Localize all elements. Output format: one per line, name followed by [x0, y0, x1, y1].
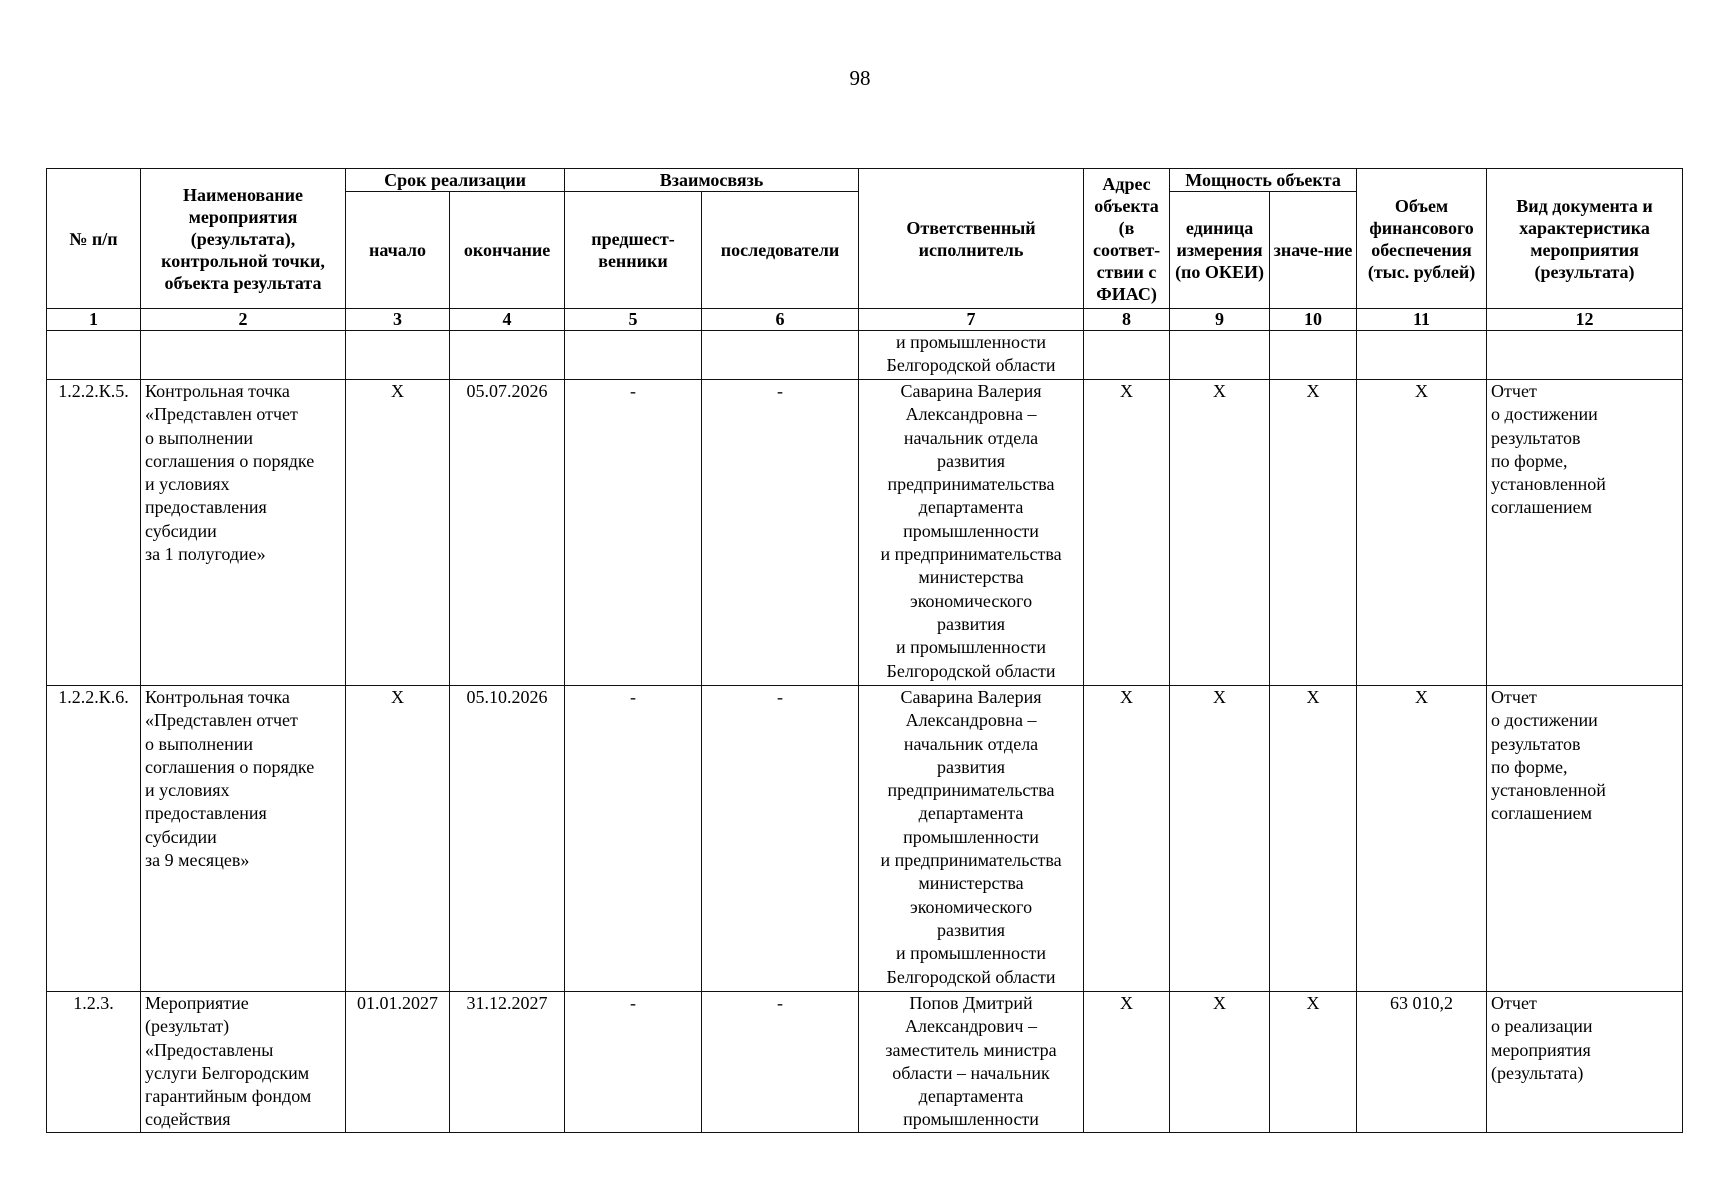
- row-finance: 63 010,2: [1357, 992, 1487, 1133]
- table-body: [47, 331, 1683, 1133]
- row-number: 1.2.2.К.6.: [47, 686, 141, 992]
- row-predecessors: -: [565, 992, 702, 1133]
- header-address: Адрес объекта (в соответ-ствии с ФИАС): [1084, 169, 1170, 309]
- row-predecessors: [565, 331, 702, 380]
- column-number: 11: [1357, 309, 1487, 331]
- page-number: 98: [849, 66, 871, 90]
- row-successors: -: [702, 686, 859, 992]
- row-predecessors: -: [565, 380, 702, 686]
- table-row: [47, 992, 1683, 1133]
- header-unit: единица измерения (по ОКЕИ): [1170, 192, 1270, 309]
- row-predecessors: -: [565, 686, 702, 992]
- table-row: [47, 686, 1683, 992]
- row-document: Отчет о достижении результатов по форме, установленной соглашением: [1487, 380, 1683, 686]
- row-end: [450, 331, 565, 380]
- header-value: значе-ние: [1270, 192, 1357, 309]
- row-document: Отчет о реализации мероприятия (результата): [1487, 992, 1683, 1133]
- row-successors: -: [702, 380, 859, 686]
- row-unit: X: [1170, 992, 1270, 1133]
- row-start: X: [346, 380, 450, 686]
- table-header: [47, 169, 1683, 331]
- header-group-link: Взаимосвязь: [565, 169, 859, 192]
- header-num: № п/п: [47, 169, 141, 309]
- header-successors: последователи: [702, 192, 859, 309]
- row-responsible: Саварина Валерия Александровна – начальник отдела развития предпринимательства департамента промышленности и предпринимательства министерства экономического развития и промышленности Белгородской области: [859, 380, 1084, 686]
- column-number: 5: [565, 309, 702, 331]
- row-unit: [1170, 331, 1270, 380]
- row-name: [141, 331, 346, 380]
- column-number: 7: [859, 309, 1084, 331]
- row-finance: X: [1357, 380, 1487, 686]
- column-number: 9: [1170, 309, 1270, 331]
- header-document: Вид документа и характеристика мероприятия (результата): [1487, 169, 1683, 309]
- column-number: 3: [346, 309, 450, 331]
- row-number: 1.2.2.К.5.: [47, 380, 141, 686]
- row-unit: X: [1170, 380, 1270, 686]
- header-name: Наименование мероприятия (результата), контрольной точки, объекта результата: [141, 169, 346, 309]
- table-row: [47, 331, 1683, 380]
- row-number: 1.2.3.: [47, 992, 141, 1133]
- column-number: 2: [141, 309, 346, 331]
- header-end: окончание: [450, 192, 565, 309]
- row-address: X: [1084, 686, 1170, 992]
- row-responsible: Саварина Валерия Александровна – начальник отдела развития предпринимательства департамента промышленности и предпринимательства министерства экономического развития и промышленности Белгородской области: [859, 686, 1084, 992]
- row-value: X: [1270, 992, 1357, 1133]
- row-unit: X: [1170, 686, 1270, 992]
- row-name: Мероприятие (результат) «Предоставлены услуги Белгородским гарантийным фондом содействия: [141, 992, 346, 1133]
- row-name: Контрольная точка «Представлен отчет о выполнении соглашения о порядке и условиях предоставления субсидии за 1 полугодие»: [141, 380, 346, 686]
- column-number: 1: [47, 309, 141, 331]
- row-start: X: [346, 686, 450, 992]
- row-end: 05.10.2026: [450, 686, 565, 992]
- row-number: [47, 331, 141, 380]
- row-end: 05.07.2026: [450, 380, 565, 686]
- column-number: 12: [1487, 309, 1683, 331]
- row-document: [1487, 331, 1683, 380]
- column-number: 6: [702, 309, 859, 331]
- row-successors: -: [702, 992, 859, 1133]
- row-address: X: [1084, 992, 1170, 1133]
- header-start: начало: [346, 192, 450, 309]
- row-responsible: Попов Дмитрий Александрович – заместитель министра области – начальник департамента промышленности: [859, 992, 1084, 1133]
- header-finance: Объем финансового обеспечения (тыс. рублей): [1357, 169, 1487, 309]
- row-value: [1270, 331, 1357, 380]
- table-row: [47, 380, 1683, 686]
- activity-plan-table: [46, 168, 1683, 1133]
- header-predecessors: предшест-венники: [565, 192, 702, 309]
- column-numbers-row: [47, 309, 1683, 331]
- row-finance: X: [1357, 686, 1487, 992]
- row-start: [346, 331, 450, 380]
- header-responsible: Ответственный исполнитель: [859, 169, 1084, 309]
- row-address: X: [1084, 380, 1170, 686]
- row-value: X: [1270, 380, 1357, 686]
- row-document: Отчет о достижении результатов по форме, установленной соглашением: [1487, 686, 1683, 992]
- row-responsible: и промышленности Белгородской области: [859, 331, 1084, 380]
- row-value: X: [1270, 686, 1357, 992]
- header-group-term: Срок реализации: [346, 169, 565, 192]
- row-end: 31.12.2027: [450, 992, 565, 1133]
- row-successors: [702, 331, 859, 380]
- row-finance: [1357, 331, 1487, 380]
- column-number: 8: [1084, 309, 1170, 331]
- column-number: 10: [1270, 309, 1357, 331]
- row-address: [1084, 331, 1170, 380]
- header-group-capacity: Мощность объекта: [1170, 169, 1357, 192]
- column-number: 4: [450, 309, 565, 331]
- row-name: Контрольная точка «Представлен отчет о выполнении соглашения о порядке и условиях предоставления субсидии за 9 месяцев»: [141, 686, 346, 992]
- row-start: 01.01.2027: [346, 992, 450, 1133]
